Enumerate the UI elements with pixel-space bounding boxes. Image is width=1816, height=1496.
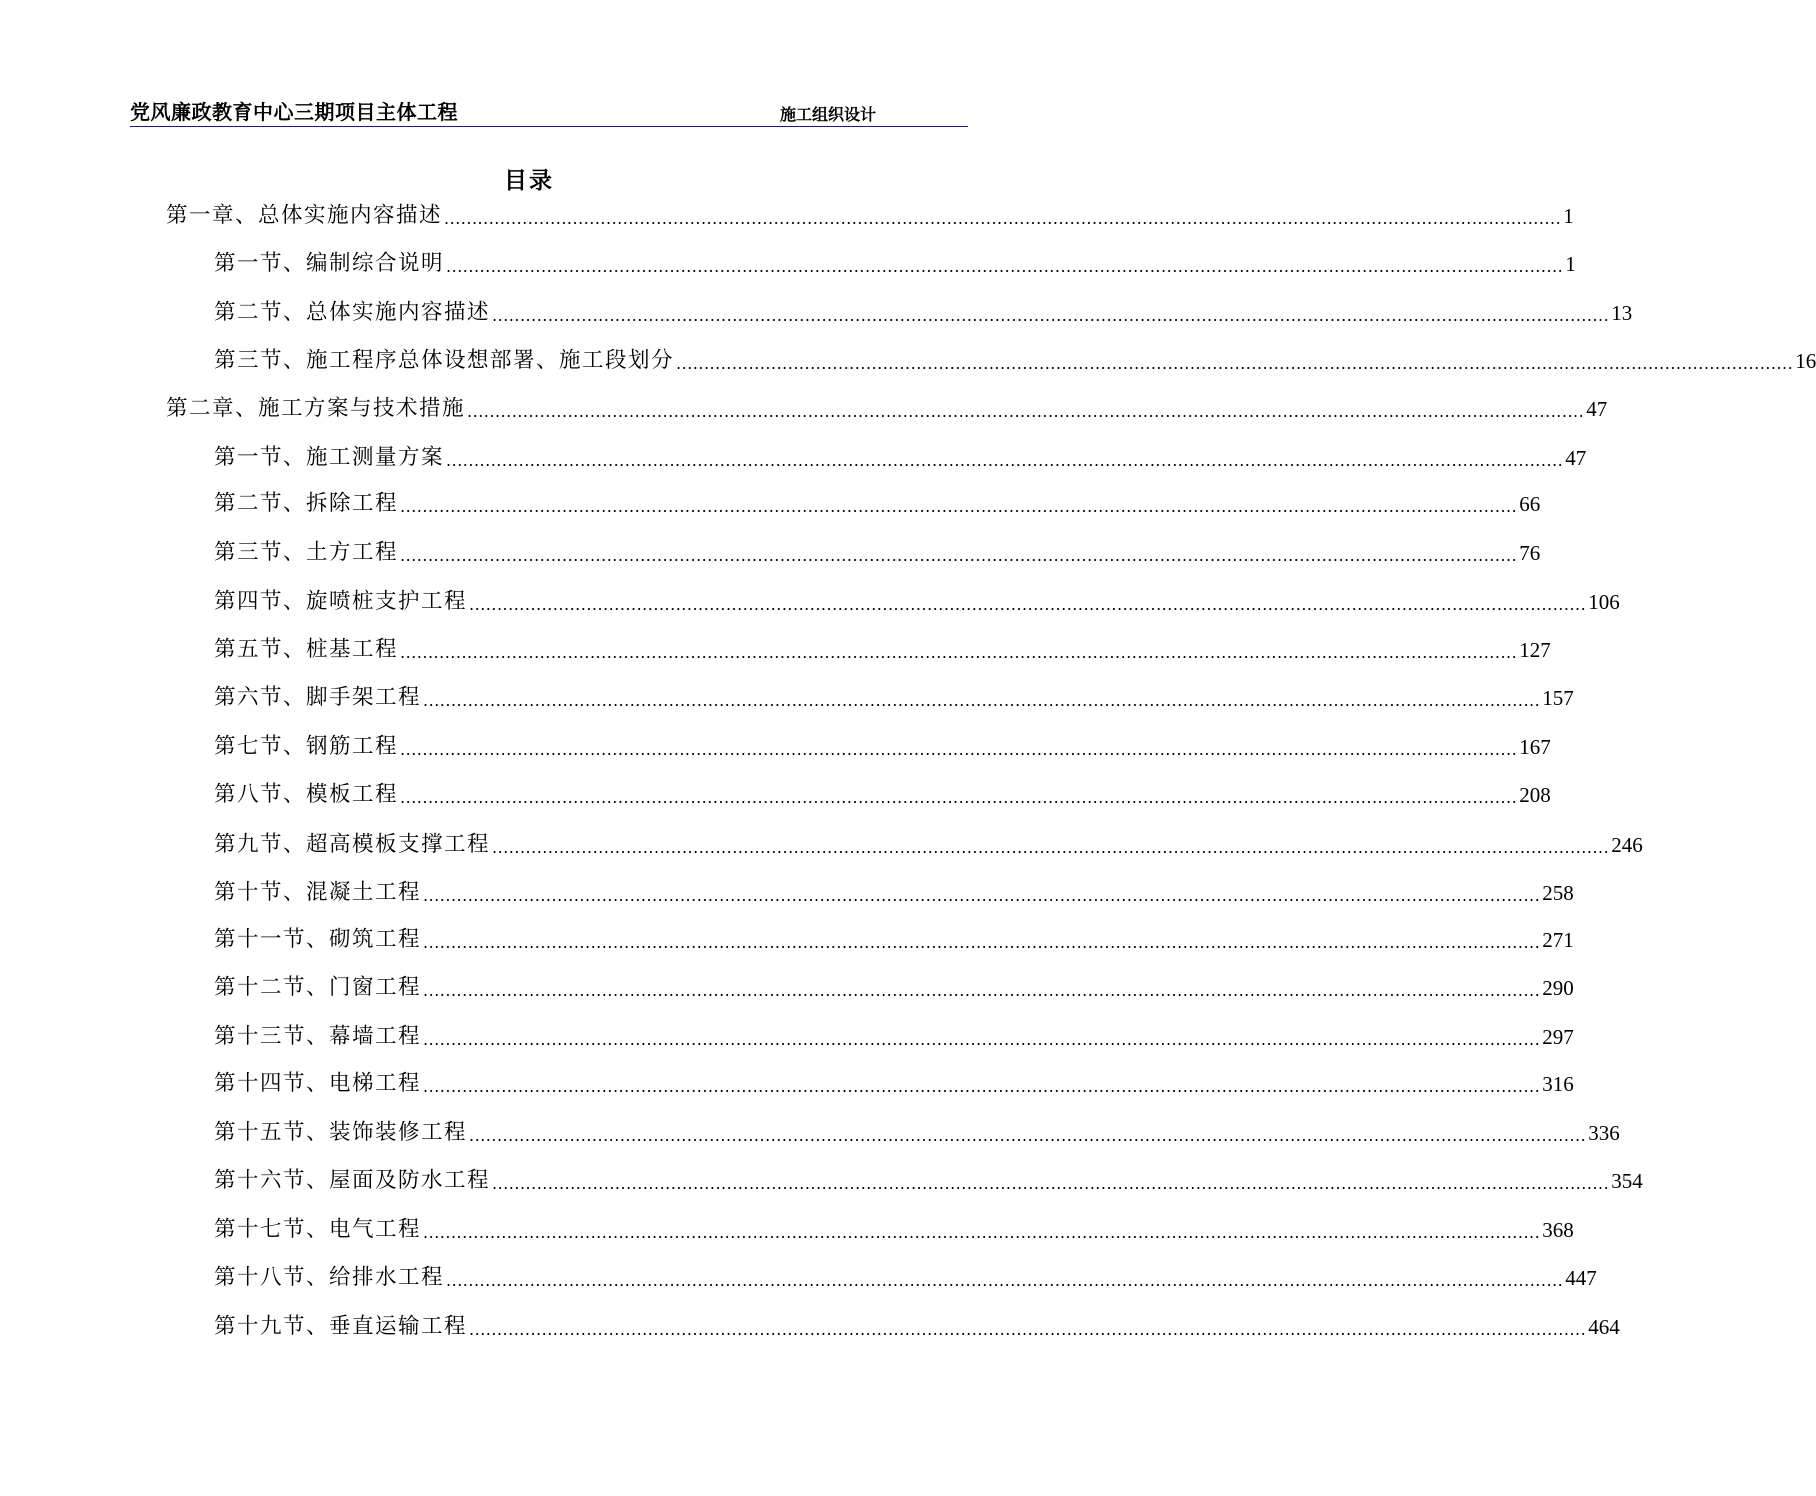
toc-entry-label: 第一章、总体实施内容描述 bbox=[166, 203, 443, 228]
toc-entry-label: 第九节、超高模板支撑工程 bbox=[214, 832, 491, 857]
toc-section-entry[interactable] bbox=[214, 488, 1541, 520]
toc-section-entry[interactable] bbox=[214, 924, 1574, 956]
toc-section-entry[interactable] bbox=[214, 1311, 1620, 1343]
toc-entry-label: 第十一节、砌筑工程 bbox=[214, 927, 422, 952]
page-header bbox=[130, 96, 968, 127]
toc-entry-page-number: 1 bbox=[1563, 204, 1574, 228]
toc-entry-page-number: 447 bbox=[1565, 1266, 1597, 1290]
toc-leader-dots: ........................................................................................................................................................................................................ bbox=[492, 838, 1610, 857]
toc-entry-label: 第十二节、门窗工程 bbox=[214, 975, 422, 1000]
toc-section-entry[interactable] bbox=[214, 972, 1574, 1004]
toc-entry-label: 第五节、桩基工程 bbox=[214, 637, 399, 662]
toc-leader-dots: ........................................................................................................................................................................................................ bbox=[400, 740, 1518, 759]
toc-entry-label: 第十七节、电气工程 bbox=[214, 1217, 422, 1242]
toc-entry-page-number: 157 bbox=[1542, 686, 1574, 710]
toc-leader-dots: ........................................................................................................................................................................................................ bbox=[423, 981, 1541, 1000]
toc-entry-page-number: 368 bbox=[1542, 1218, 1574, 1242]
toc-leader-dots: ........................................................................................................................................................................................................ bbox=[492, 306, 1610, 325]
toc-leader-dots: ........................................................................................................................................................................................................ bbox=[676, 354, 1794, 373]
toc-leader-dots: ........................................................................................................................................................................................................ bbox=[444, 209, 1562, 228]
toc-leader-dots: ........................................................................................................................................................................................................ bbox=[469, 1320, 1587, 1339]
toc-entry-page-number: 290 bbox=[1542, 976, 1574, 1000]
toc-entry-label: 第十六节、屋面及防水工程 bbox=[214, 1168, 491, 1193]
toc-leader-dots: ........................................................................................................................................................................................................ bbox=[423, 691, 1541, 710]
toc-entry-page-number: 66 bbox=[1519, 492, 1541, 516]
toc-entry-label: 第十四节、电梯工程 bbox=[214, 1071, 422, 1096]
toc-section-entry[interactable] bbox=[214, 634, 1551, 666]
toc-entry-page-number: 127 bbox=[1519, 638, 1551, 662]
toc-entry-label: 第六节、脚手架工程 bbox=[214, 685, 422, 710]
toc-entry-label: 第十节、混凝土工程 bbox=[214, 880, 422, 905]
toc-section-entry[interactable] bbox=[214, 297, 1633, 329]
toc-entry-page-number: 336 bbox=[1588, 1121, 1620, 1145]
toc-section-entry[interactable] bbox=[214, 1165, 1643, 1197]
toc-entry-label: 第一节、编制综合说明 bbox=[214, 251, 445, 276]
toc-entry-label: 第十八节、给排水工程 bbox=[214, 1265, 445, 1290]
toc-entry-label: 第二节、总体实施内容描述 bbox=[214, 300, 491, 325]
toc-section-entry[interactable] bbox=[214, 779, 1551, 811]
toc-entry-page-number: 106 bbox=[1588, 590, 1620, 614]
toc-entry-page-number: 1 bbox=[1565, 252, 1576, 276]
toc-leader-dots: ........................................................................................................................................................................................................ bbox=[423, 1223, 1541, 1242]
toc-entry-label: 第八节、模板工程 bbox=[214, 782, 399, 807]
toc-section-entry[interactable] bbox=[214, 248, 1576, 280]
toc-leader-dots: ........................................................................................................................................................................................................ bbox=[423, 1077, 1541, 1096]
toc-entry-label: 第四节、旋喷桩支护工程 bbox=[214, 589, 468, 614]
toc-leader-dots: ........................................................................................................................................................................................................ bbox=[400, 643, 1518, 662]
toc-section-entry[interactable] bbox=[214, 829, 1643, 861]
toc-entry-label: 第三节、施工程序总体设想部署、施工段划分 bbox=[214, 348, 675, 373]
toc-leader-dots: ........................................................................................................................................................................................................ bbox=[400, 546, 1518, 565]
toc-entry-page-number: 258 bbox=[1542, 881, 1574, 905]
toc-section-entry[interactable] bbox=[214, 442, 1587, 474]
toc-entry-page-number: 167 bbox=[1519, 735, 1551, 759]
toc-leader-dots: ........................................................................................................................................................................................................ bbox=[469, 1126, 1587, 1145]
toc-leader-dots: ........................................................................................................................................................................................................ bbox=[446, 257, 1564, 276]
toc-entry-page-number: 271 bbox=[1542, 928, 1574, 952]
toc-entry-page-number: 354 bbox=[1611, 1169, 1643, 1193]
toc-leader-dots: ........................................................................................................................................................................................................ bbox=[446, 451, 1564, 470]
toc-section-entry[interactable] bbox=[214, 1262, 1597, 1294]
toc-leader-dots: ........................................................................................................................................................................................................ bbox=[446, 1271, 1564, 1290]
toc-section-entry[interactable] bbox=[214, 682, 1574, 714]
toc-entry-label: 第二节、拆除工程 bbox=[214, 491, 399, 516]
toc-title: 目录 bbox=[504, 167, 554, 194]
toc-section-entry[interactable] bbox=[214, 1068, 1574, 1100]
toc-entry-page-number: 13 bbox=[1611, 301, 1633, 325]
toc-leader-dots: ........................................................................................................................................................................................................ bbox=[423, 886, 1541, 905]
toc-entry-page-number: 246 bbox=[1611, 833, 1643, 857]
toc-section-entry[interactable] bbox=[214, 731, 1551, 763]
toc-entry-label: 第三节、土方工程 bbox=[214, 540, 399, 565]
toc-leader-dots: ........................................................................................................................................................................................................ bbox=[400, 497, 1518, 516]
toc-section-entry[interactable] bbox=[214, 1021, 1574, 1053]
toc-entry-page-number: 16 bbox=[1795, 349, 1816, 373]
toc-section-entry[interactable] bbox=[214, 537, 1541, 569]
toc-entry-label: 第十五节、装饰装修工程 bbox=[214, 1120, 468, 1145]
toc-leader-dots: ........................................................................................................................................................................................................ bbox=[423, 1030, 1541, 1049]
toc-leader-dots: ........................................................................................................................................................................................................ bbox=[469, 595, 1587, 614]
toc-leader-dots: ........................................................................................................................................................................................................ bbox=[423, 933, 1541, 952]
toc-section-entry[interactable] bbox=[214, 877, 1574, 909]
document-type: 施工组织设计 bbox=[780, 105, 877, 124]
toc-chapter-entry[interactable] bbox=[166, 200, 1574, 232]
toc-entry-label: 第十九节、垂直运输工程 bbox=[214, 1314, 468, 1339]
toc-entry-page-number: 464 bbox=[1588, 1315, 1620, 1339]
toc-entry-page-number: 76 bbox=[1519, 541, 1541, 565]
toc-entry-label: 第十三节、幕墙工程 bbox=[214, 1024, 422, 1049]
toc-section-entry[interactable] bbox=[214, 1214, 1574, 1246]
toc-entry-page-number: 47 bbox=[1565, 446, 1587, 470]
toc-leader-dots: ........................................................................................................................................................................................................ bbox=[492, 1174, 1610, 1193]
toc-section-entry[interactable] bbox=[214, 586, 1620, 618]
toc-entry-page-number: 316 bbox=[1542, 1072, 1574, 1096]
project-title: 党风廉政教育中心三期项目主体工程 bbox=[130, 100, 458, 124]
toc-leader-dots: ........................................................................................................................................................................................................ bbox=[400, 788, 1518, 807]
toc-entry-page-number: 208 bbox=[1519, 783, 1551, 807]
toc-leader-dots: ........................................................................................................................................................................................................ bbox=[467, 402, 1585, 421]
toc-entry-label: 第二章、施工方案与技术措施 bbox=[166, 396, 466, 421]
toc-entry-label: 第七节、钢筋工程 bbox=[214, 734, 399, 759]
toc-entry-page-number: 47 bbox=[1586, 397, 1608, 421]
toc-entry-label: 第一节、施工测量方案 bbox=[214, 445, 445, 470]
toc-chapter-entry[interactable] bbox=[166, 393, 1608, 425]
toc-section-entry[interactable] bbox=[214, 1117, 1620, 1149]
toc-section-entry[interactable] bbox=[214, 345, 1816, 377]
toc-entry-page-number: 297 bbox=[1542, 1025, 1574, 1049]
